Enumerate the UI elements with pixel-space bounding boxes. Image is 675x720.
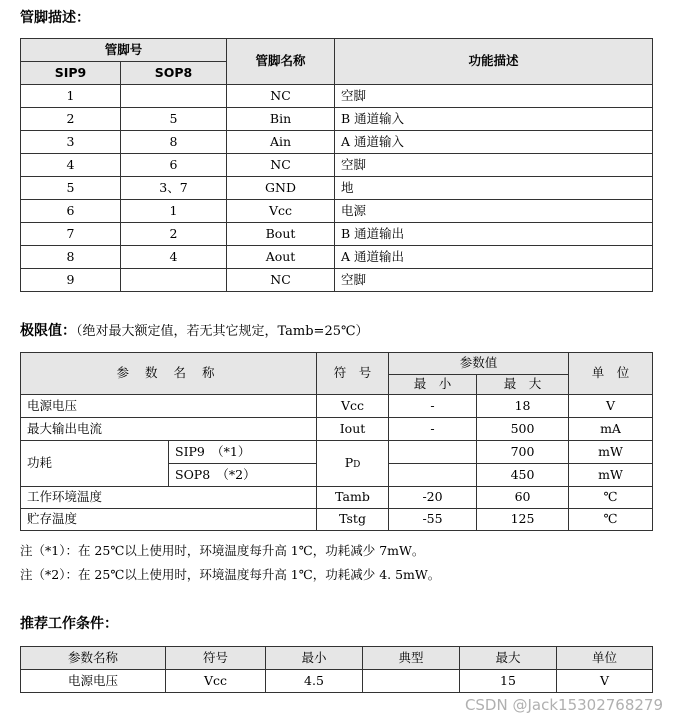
table-row: 功耗 SIP9 （*1） PD 700 mW: [21, 441, 653, 464]
note-1: 注（*1）：在 25℃以上使用时，环境温度每升高 1℃，功耗减少 7mW。: [20, 543, 425, 558]
rec-unit-header: 单位: [557, 647, 653, 670]
rec-param-header: 参数名称: [21, 647, 166, 670]
value-header: 参数值: [389, 353, 569, 375]
table-row: 电源电压 Vcc - 18 V: [21, 395, 653, 418]
param-header: 参 数 名 称: [21, 353, 317, 395]
table-row: 2 5 Bin B 通道输入: [21, 108, 653, 131]
table-row: 8 4 Aout A 通道输出: [21, 246, 653, 269]
table-row: 5 3、7 GND 地: [21, 177, 653, 200]
pin-table: [20, 38, 653, 292]
pin-name-header: 管脚名称: [227, 39, 335, 85]
sop8-header: SOP8: [121, 62, 227, 85]
min-header: 最 小: [389, 375, 477, 395]
table-row: 6 1 Vcc 电源: [21, 200, 653, 223]
table-row: 工作环境温度 Tamb -20 60 ℃: [21, 487, 653, 509]
note-2: 注（*2）：在 25℃以上使用时，环境温度每升高 1℃，功耗减少 4. 5mW。: [20, 567, 441, 582]
max-header: 最 大: [477, 375, 569, 395]
table-row: 贮存温度 Tstg -55 125 ℃: [21, 509, 653, 531]
recommend-heading: 推荐工作条件：: [20, 616, 118, 632]
function-header: 功能描述: [335, 39, 653, 85]
table-row: 7 2 Bout B 通道输出: [21, 223, 653, 246]
rec-typ-header: 典型: [363, 647, 460, 670]
limits-table: [20, 352, 653, 531]
watermark: CSDN @Jack15302768279: [464, 696, 663, 714]
pd-symbol: PD: [317, 441, 389, 487]
rec-max-header: 最大: [460, 647, 557, 670]
table-row: SOP8 （*2） 450 mW: [21, 464, 653, 487]
table-row: 1 NC 空脚: [21, 85, 653, 108]
recommend-table: [20, 646, 653, 693]
limits-heading-sub: （绝对最大额定值，若无其它规定，Tamb=25℃）: [76, 324, 369, 339]
sip9-header: SIP9: [21, 62, 121, 85]
table-row: 9 NC 空脚: [21, 269, 653, 292]
rec-min-header: 最小: [266, 647, 363, 670]
limits-heading-title: 极限值：: [20, 323, 76, 339]
table-row: 电源电压 Vcc 4.5 15 V: [21, 670, 653, 693]
pin-no-header: 管脚号: [21, 39, 227, 62]
limits-heading: [20, 320, 369, 340]
pin-description-heading: 管脚描述：: [20, 10, 90, 26]
unit-header: 单 位: [569, 353, 653, 395]
rec-symbol-header: 符号: [166, 647, 266, 670]
symbol-header: 符 号: [317, 353, 389, 395]
table-row: 最大输出电流 Iout - 500 mA: [21, 418, 653, 441]
table-row: 3 8 Ain A 通道输入: [21, 131, 653, 154]
table-row: 4 6 NC 空脚: [21, 154, 653, 177]
